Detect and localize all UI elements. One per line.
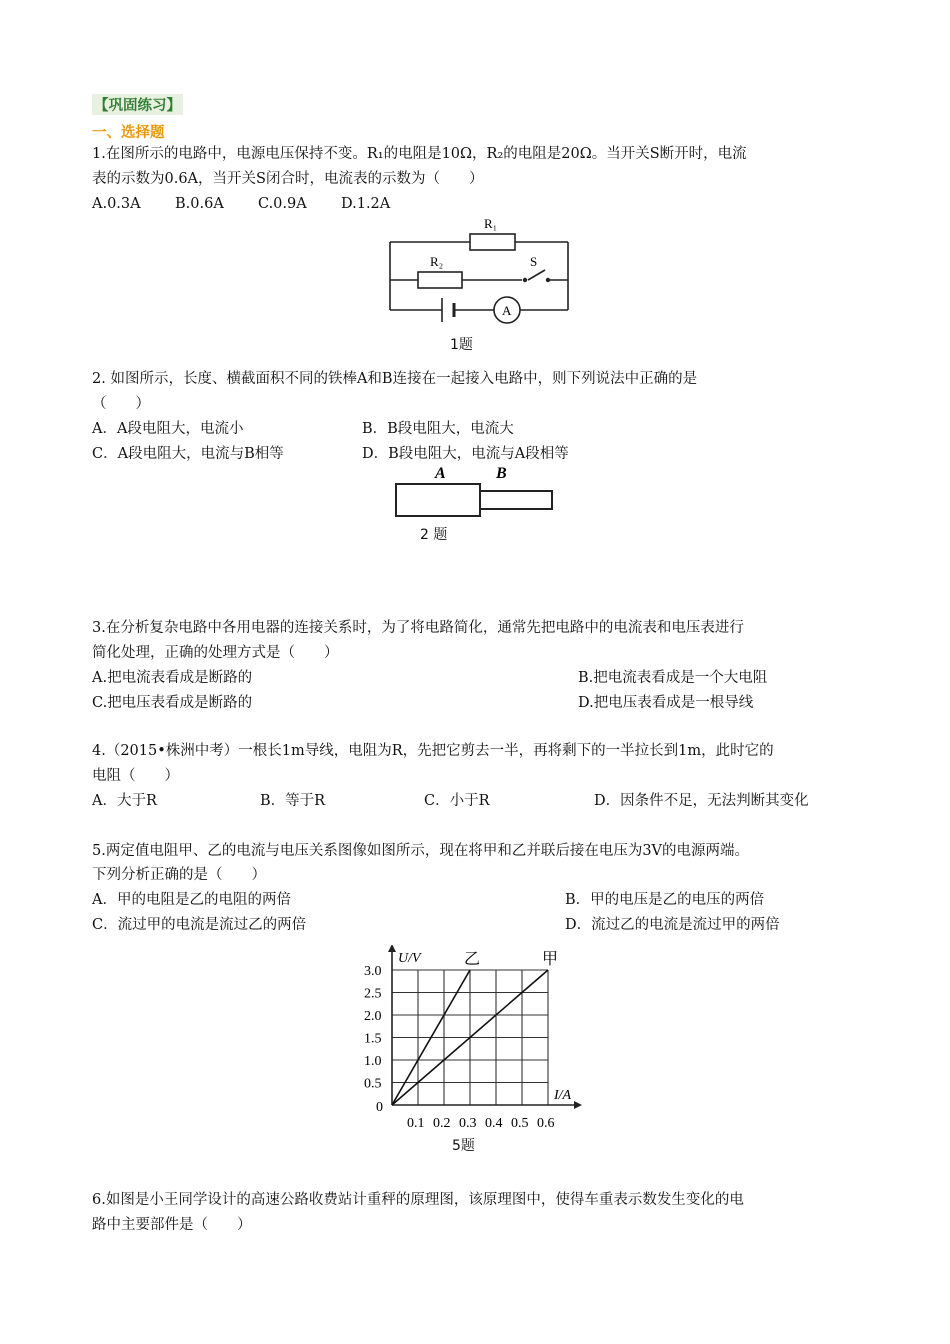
q2-figure-caption: 2 题 — [420, 527, 448, 543]
q3-line1: 3.在分析复杂电路中各用电器的连接关系时，为了将电路简化，通常先把电路中的电流表和电压表进行 — [92, 620, 744, 636]
q4-option-a: A．大于R — [92, 793, 157, 809]
rod-b-shape — [480, 491, 552, 509]
y-tick-label: 0.5 — [364, 1076, 382, 1092]
y-axis-arrow-icon — [388, 945, 396, 952]
rod-a-label: A — [435, 465, 446, 482]
q2-rod-diagram — [390, 460, 570, 522]
q3-option-c: C.把电压表看成是断路的 — [92, 695, 253, 711]
r1-label: R₁ — [484, 216, 498, 231]
q3-option-a: A.把电流表看成是断路的 — [92, 670, 253, 686]
x-tick-label: 0.4 — [485, 1116, 503, 1131]
r2-label: R₂ — [430, 254, 444, 269]
q2-line1: 2. 如图所示，长度、横截面积不同的铁棒A和B连接在一起接入电路中，则下列说法中正确的是 — [92, 371, 698, 387]
x-tick-label: 0.6 — [537, 1116, 555, 1131]
section-title: 一、选择题 — [92, 125, 165, 141]
y-axis-label: U/V — [398, 951, 421, 966]
switch-contact-icon — [523, 278, 527, 282]
q4-option-d: D．因条件不足，无法判断其变化 — [594, 793, 809, 809]
q5-line1: 5.两定值电阻甲、乙的电流与电压关系图像如图所示，现在将甲和乙并联后接在电压为3V的电源两端。 — [92, 843, 750, 859]
y-tick-label: 1.0 — [364, 1054, 382, 1069]
x-axis-arrow-icon — [574, 1101, 582, 1109]
origin-label: 0 — [376, 1100, 383, 1115]
q2-option-b: B．B段电阻大，电流大 — [362, 421, 514, 437]
practice-header: 【巩固练习】 — [92, 94, 183, 115]
q2-option-a: A．A段电阻大，电流小 — [92, 421, 244, 437]
switch-label: S — [530, 254, 538, 269]
q4-line2: 电阻（ ） — [92, 768, 179, 784]
q1-option-b: B.0.6A — [175, 196, 224, 212]
q4-line1: 4.（2015•株洲中考）一根长1m导线，电阻为R，先把它剪去一半，再将剩下的一半拉长到1m，此时它的 — [92, 743, 774, 759]
ammeter-label: A — [502, 303, 512, 318]
q1-line2: 表的示数为0.6A，当开关S闭合时，电流表的示数为（ ） — [92, 171, 484, 187]
battery-icon — [442, 298, 454, 322]
q5-iu-chart — [350, 945, 610, 1135]
q1-circuit-diagram — [380, 212, 580, 342]
series-label: 甲 — [542, 951, 559, 968]
q5-option-b: B．甲的电压是乙的电压的两倍 — [565, 892, 765, 908]
q1-option-a: A.0.3A — [92, 196, 141, 212]
x-tick-label: 0.2 — [433, 1116, 451, 1131]
y-tick-label: 3.0 — [364, 964, 382, 979]
q1-line1: 1.在图所示的电路中，电源电压保持不变。R₁的电阻是10Ω，R₂的电阻是20Ω。当开关S断开时，电流 — [92, 146, 747, 162]
y-tick-label: 1.5 — [364, 1031, 382, 1047]
rod-a-shape — [396, 484, 480, 516]
x-tick-label: 0.5 — [511, 1116, 529, 1131]
q5-option-c: C．流过甲的电流是流过乙的两倍 — [92, 917, 307, 933]
q6-line1: 6.如图是小王同学设计的高速公路收费站计重秤的原理图，该原理图中，使得车重表示数发生变化的电 — [92, 1192, 744, 1208]
y-tick-label: 2.0 — [364, 1009, 382, 1024]
q3-option-b: B.把电流表看成是一个大电阻 — [578, 670, 768, 686]
x-tick-label: 0.3 — [459, 1116, 477, 1131]
q4-option-c: C．小于R — [424, 793, 490, 809]
q3-option-d: D.把电压表看成是一根导线 — [578, 695, 754, 711]
q2-option-d: D．B段电阻大，电流与A段相等 — [362, 446, 569, 462]
q5-option-a: A．甲的电阻是乙的电阻的两倍 — [92, 892, 291, 908]
rod-b-label: B — [496, 465, 507, 482]
x-tick-label: 0.1 — [407, 1116, 425, 1131]
q1-option-d: D.1.2A — [341, 196, 391, 212]
q6-line2: 路中主要部件是（ ） — [92, 1217, 252, 1233]
q2-line2: （ ） — [92, 396, 150, 412]
q5-option-d: D．流过乙的电流是流过甲的两倍 — [565, 917, 780, 933]
r1-resistor-icon — [470, 234, 515, 250]
q5-line2: 下列分析正确的是（ ） — [92, 867, 266, 883]
y-tick-label: 2.5 — [364, 986, 382, 1002]
q4-option-b: B．等于R — [260, 793, 326, 809]
switch-contact-icon — [546, 278, 550, 282]
x-axis-label: I/A — [554, 1088, 572, 1103]
q1-option-c: C.0.9A — [258, 196, 307, 212]
q1-figure-caption: 1题 — [450, 337, 473, 353]
series-label: 乙 — [464, 951, 481, 968]
r2-resistor-icon — [418, 272, 462, 288]
q3-line2: 简化处理，正确的处理方式是（ ） — [92, 645, 339, 661]
q5-figure-caption: 5题 — [452, 1138, 475, 1154]
q2-option-c: C．A段电阻大，电流与B相等 — [92, 446, 284, 462]
